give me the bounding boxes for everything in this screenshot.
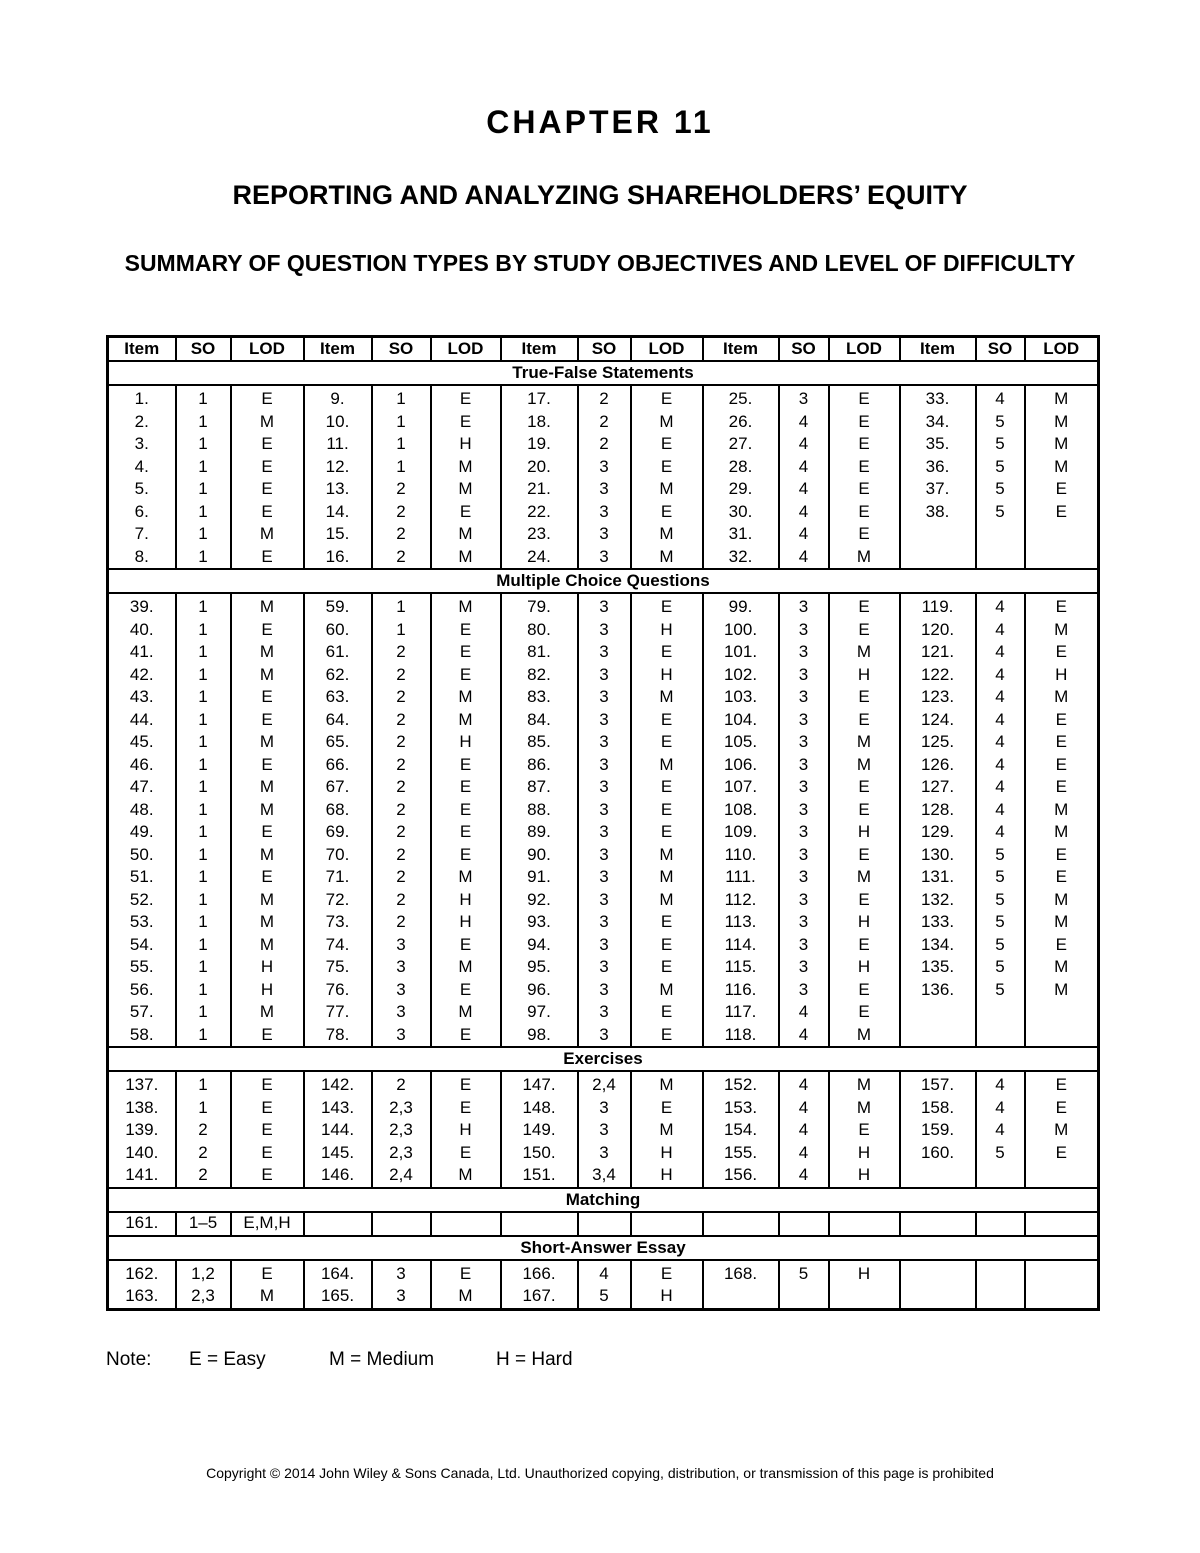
section-header-short-answer	[108, 1236, 1099, 1260]
so-column-cell: 1 1 2 2 2	[176, 1071, 231, 1188]
column-header-item: Item	[501, 337, 578, 362]
lod-column-cell	[431, 1212, 501, 1236]
lod-column-cell	[1025, 1260, 1099, 1310]
so-column-cell: 4 4 4 5	[976, 1071, 1025, 1188]
item-column-cell: 164. 165.	[304, 1260, 372, 1310]
lod-column-cell	[1025, 1212, 1099, 1236]
item-column-cell: 168.	[703, 1260, 779, 1310]
copyright-notice: Copyright © 2014 John Wiley & Sons Canada, Ltd. Unauthorized copying, distribution, or transmission of this page is prohibited	[206, 1465, 994, 1481]
lod-column-cell: E M	[431, 1260, 501, 1310]
item-column-cell: 25. 26. 27. 28. 29. 30. 31. 32.	[703, 385, 779, 569]
so-column-cell: 5	[779, 1260, 829, 1310]
section-label: True-False Statements	[108, 361, 1099, 385]
lod-column-cell: E,M,H	[231, 1212, 304, 1236]
section-label: Multiple Choice Questions	[108, 569, 1099, 593]
item-column-cell: 79. 80. 81. 82. 83. 84. 85. 86. 87. 88. 89. 90. 91. 92. 93. 94. 95. 96. 97. 98.	[501, 593, 578, 1047]
so-column-cell	[976, 1212, 1025, 1236]
legend-medium: M = Medium	[329, 1349, 435, 1370]
so-column-cell: 3 3 3 3 3 3 3 3 3 3 3 3 3 3 3 3 3 3 3 3	[578, 593, 631, 1047]
item-column-cell: 1. 2. 3. 4. 5. 6. 7. 8.	[108, 385, 176, 569]
column-header-so: SO	[779, 337, 829, 362]
lod-column-cell	[829, 1212, 900, 1236]
item-column-cell	[501, 1212, 578, 1236]
note-label: Note:	[106, 1349, 152, 1370]
item-column-cell: 137. 138. 139. 140. 141.	[108, 1071, 176, 1188]
true-false-rows	[108, 385, 1099, 569]
section-header-exercises	[108, 1047, 1099, 1071]
lod-column-cell: E E E E E E E M	[829, 385, 900, 569]
legend-hard: H = Hard	[496, 1349, 573, 1370]
item-column-cell: 152. 153. 154. 155. 156.	[703, 1071, 779, 1188]
so-column-cell: 1 1 1 1 1 1 1 1 1 1 1 1 1 1 1 1 1 1 1 1	[176, 593, 231, 1047]
lod-column-cell: E H E H M E E M E E E M M M E E E M E E	[631, 593, 703, 1047]
short-answer-rows	[108, 1260, 1099, 1310]
so-column-cell: 1 1 1 1 2 2 2 2	[372, 385, 431, 569]
matching-row	[108, 1212, 1099, 1236]
column-header-so: SO	[578, 337, 631, 362]
so-column-cell: 1–5	[176, 1212, 231, 1236]
section-label: Short-Answer Essay	[108, 1236, 1099, 1260]
item-column-cell: 99. 100. 101. 102. 103. 104. 105. 106. 107. 108. 109. 110. 111. 112. 113. 114. 115. 116. 117. 118.	[703, 593, 779, 1047]
exercises-rows	[108, 1071, 1099, 1188]
lod-column-cell: M E M H H	[631, 1071, 703, 1188]
item-column-cell: 59. 60. 61. 62. 63. 64. 65. 66. 67. 68. 69. 70. 71. 72. 73. 74. 75. 76. 77. 78.	[304, 593, 372, 1047]
lod-column-cell: E M	[231, 1260, 304, 1310]
so-column-cell	[779, 1212, 829, 1236]
column-header-item: Item	[108, 337, 176, 362]
section-header-matching	[108, 1188, 1099, 1212]
so-column-cell: 4 5	[578, 1260, 631, 1310]
column-header-item: Item	[304, 337, 372, 362]
lod-column-cell: M M M M E E	[1025, 385, 1099, 569]
lod-column-cell: E M E E E E M E	[231, 385, 304, 569]
document-subtitle: SUMMARY OF QUESTION TYPES BY STUDY OBJECTIVES AND LEVEL OF DIFFICULTY	[124, 250, 1076, 276]
so-column-cell: 3 3	[372, 1260, 431, 1310]
item-column-cell: 119. 120. 121. 122. 123. 124. 125. 126. 127. 128. 129. 130. 131. 132. 133. 134. 135. 136.	[900, 593, 976, 1047]
so-column-cell: 3 4 4 4 4 4 4 4	[779, 385, 829, 569]
column-header-item: Item	[703, 337, 779, 362]
lod-column-cell: E H	[631, 1260, 703, 1310]
so-column-cell: 3 3 3 3 3 3 3 3 3 3 3 3 3 3 3 3 3 3 4 4	[779, 593, 829, 1047]
chapter-heading: CHAPTER 11	[486, 104, 714, 140]
item-column-cell: 162. 163.	[108, 1260, 176, 1310]
lod-column-cell: M M E H H	[829, 1071, 900, 1188]
lod-column-cell	[631, 1212, 703, 1236]
item-column-cell: 166. 167.	[501, 1260, 578, 1310]
section-label: Matching	[108, 1188, 1099, 1212]
lod-column-cell: E E M E	[1025, 1071, 1099, 1188]
so-column-cell	[372, 1212, 431, 1236]
so-column-cell: 1 1 1 1 1 1 1 1	[176, 385, 231, 569]
so-column-cell	[578, 1212, 631, 1236]
column-header-so: SO	[372, 337, 431, 362]
so-column-cell: 2,4 3 3 3 3,4	[578, 1071, 631, 1188]
lod-column-cell: E M E E M E M M	[631, 385, 703, 569]
lod-column-cell: E E E E E	[231, 1071, 304, 1188]
lod-column-cell: M E M M E E M E M M E M E M M M H H M E	[231, 593, 304, 1047]
item-column-cell: 39. 40. 41. 42. 43. 44. 45. 46. 47. 48. 49. 50. 51. 52. 53. 54. 55. 56. 57. 58.	[108, 593, 176, 1047]
section-label: Exercises	[108, 1047, 1099, 1071]
item-column-cell	[703, 1212, 779, 1236]
item-column-cell: 161.	[108, 1212, 176, 1236]
item-column-cell: 142. 143. 144. 145. 146.	[304, 1071, 372, 1188]
column-header-so: SO	[976, 337, 1025, 362]
column-header-so: SO	[176, 337, 231, 362]
so-column-cell: 1,2 2,3	[176, 1260, 231, 1310]
so-column-cell	[976, 1260, 1025, 1310]
so-column-cell: 4 4 4 4 4 4 4 4 4 4 4 5 5 5 5 5 5 5	[976, 593, 1025, 1047]
so-column-cell: 4 4 4 4 4	[779, 1071, 829, 1188]
item-column-cell	[900, 1260, 976, 1310]
lod-column-cell: M E E E M M H E E E E E M H H E M E M E	[431, 593, 501, 1047]
column-header-lod: LOD	[631, 337, 703, 362]
lod-column-cell: E E M H E E M M E E H E M E H E H E E M	[829, 593, 900, 1047]
lod-column-cell: E E H E M	[431, 1071, 501, 1188]
item-column-cell	[304, 1212, 372, 1236]
column-header-lod: LOD	[1025, 337, 1099, 362]
so-column-cell: 2 2 2 3 3 3 3 3	[578, 385, 631, 569]
item-column-cell: 33. 34. 35. 36. 37. 38.	[900, 385, 976, 569]
difficulty-legend	[106, 1349, 573, 1371]
so-column-cell: 2 2,3 2,3 2,3 2,4	[372, 1071, 431, 1188]
item-column-cell	[900, 1212, 976, 1236]
column-header-lod: LOD	[829, 337, 900, 362]
lod-column-cell: E M E H M E E E E M M E E M M E M M	[1025, 593, 1099, 1047]
column-header-lod: LOD	[231, 337, 304, 362]
document-title: REPORTING AND ANALYZING SHAREHOLDERS’ EQUITY	[232, 180, 968, 210]
item-column-cell: 9. 10. 11. 12. 13. 14. 15. 16.	[304, 385, 372, 569]
lod-column-cell: E E H M M E M M	[431, 385, 501, 569]
column-header-item: Item	[900, 337, 976, 362]
legend-easy: E = Easy	[189, 1349, 266, 1370]
so-column-cell: 4 5 5 5 5 5	[976, 385, 1025, 569]
multiple-choice-rows	[108, 593, 1099, 1047]
question-summary-table	[106, 335, 1100, 1311]
item-column-cell: 147. 148. 149. 150. 151.	[501, 1071, 578, 1188]
item-column-cell: 17. 18. 19. 20. 21. 22. 23. 24.	[501, 385, 578, 569]
lod-column-cell: H	[829, 1260, 900, 1310]
item-column-cell: 157. 158. 159. 160.	[900, 1071, 976, 1188]
so-column-cell: 1 1 2 2 2 2 2 2 2 2 2 2 2 2 2 3 3 3 3 3	[372, 593, 431, 1047]
table-header-row	[108, 337, 1099, 362]
section-header-true-false	[108, 361, 1099, 385]
column-header-lod: LOD	[431, 337, 501, 362]
section-header-multiple-choice	[108, 569, 1099, 593]
